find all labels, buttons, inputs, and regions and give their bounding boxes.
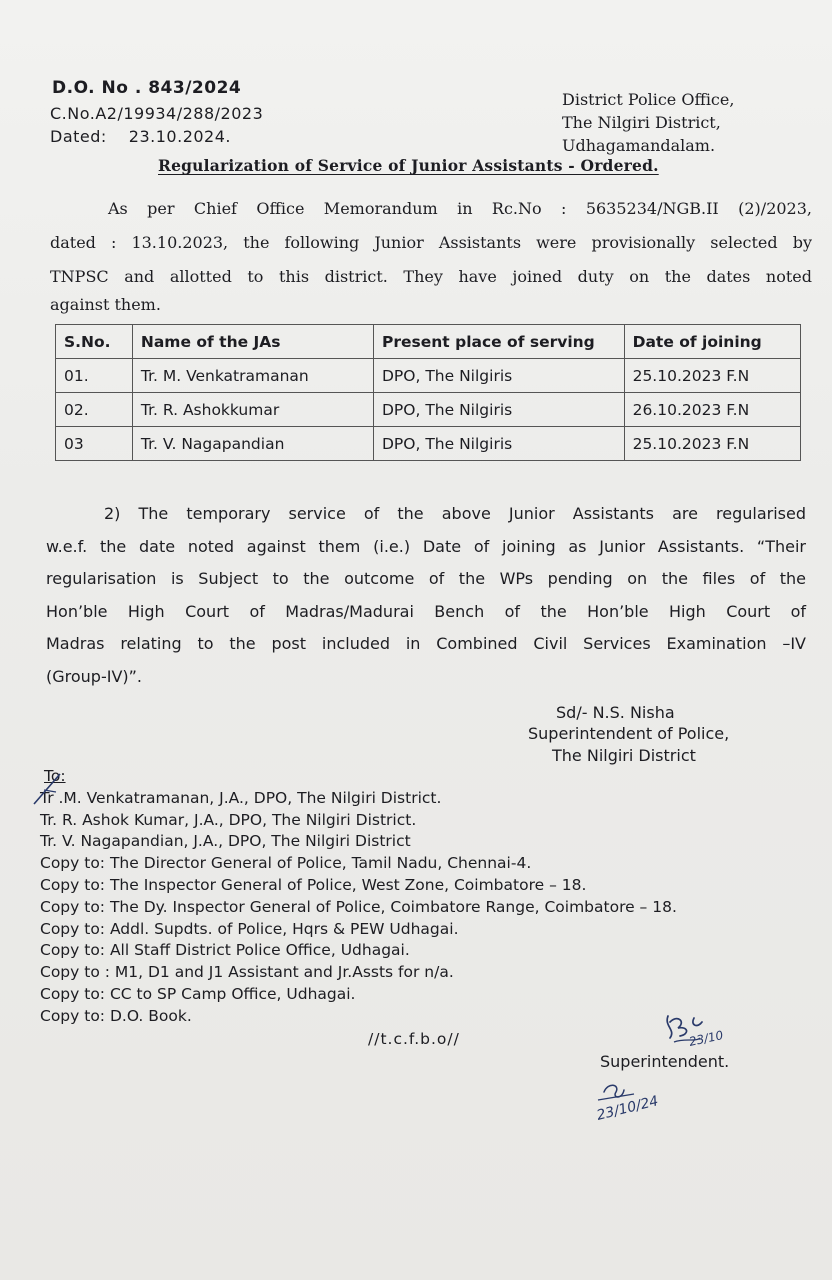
recipient-line: Tr. V. Nagapandian, J.A., DPO, The Nilgiri District [40,832,411,851]
cell-date: 25.10.2023 F.N [624,359,800,393]
paragraph-2-line: Madras relating to the post included in Combined Civil Services Examination –IV [46,634,806,653]
recipient-line: Tr .M. Venkatramanan, J.A., DPO, The Nilgiri District. [40,788,442,807]
office-address-line-1: District Police Office, [562,90,735,109]
do-number: D.O. No . 843/2024 [52,78,242,98]
table-row [56,393,801,427]
header-date: Date of joining [624,325,800,359]
cell-name: Tr. V. Nagapandian [132,427,373,461]
cell-place: DPO, The Nilgiris [374,359,625,393]
c-number: C.No.A2/19934/288/2023 [50,104,264,123]
paragraph-2-line: Hon’ble High Court of Madras/Madurai Bench of the Hon’ble High Court of [46,601,806,621]
signature-name: Sd/- N.S. Nisha [556,703,675,722]
paragraph-2-line: w.e.f. the date noted against them (i.e.) Date of joining as Junior Assistants. “Their [46,536,806,556]
cell-date: 25.10.2023 F.N [624,427,800,461]
paragraph-1-line: TNPSC and allotted to this district. They have joined duty on the dates noted [50,267,812,286]
paragraph-1-line: against them. [50,295,161,314]
paragraph-2-line: regularisation is Subject to the outcome of the WPs pending on the files of the [46,569,806,588]
header-name: Name of the JAs [132,325,373,359]
handwritten-date-1: 23/10 [687,1028,725,1049]
table-row [56,359,801,393]
table-header-row [56,325,801,359]
dated-value: 23.10.2024. [128,127,231,146]
signature-district: The Nilgiri District [552,746,696,765]
dated-line [50,127,231,146]
recipients-list [40,766,677,1028]
handwritten-date-2: 23/10/24 [595,1093,660,1124]
copy-to-line: Copy to: The Dy. Inspector General of Police, Coimbatore Range, Coimbatore – 18. [40,897,677,916]
copy-to-line: Copy to: The Inspector General of Police, West Zone, Coimbatore – 18. [40,875,587,894]
office-address-line-2: The Nilgiri District, [562,113,721,132]
cell-name: Tr. M. Venkatramanan [132,359,373,393]
cell-name: Tr. R. Ashokkumar [132,393,373,427]
cell-place: DPO, The Nilgiris [374,427,625,461]
table-row [56,427,801,461]
cell-sno: 01. [56,359,133,393]
copy-to-line: Copy to: Addl. Supdts. of Police, Hqrs & PEW Udhagai. [40,919,459,938]
header-sno: S.No. [56,325,133,359]
superintendent-label: Superintendent. [600,1052,730,1071]
paragraph-2-line: 2) The temporary service of the above Junior Assistants are regularised [104,504,806,523]
handwritten-initial-signature [660,1008,740,1054]
paragraph-1 [50,192,812,316]
cell-sno: 02. [56,393,133,427]
copy-to-line: Copy to: The Director General of Police, Tamil Nadu, Chennai-4. [40,854,532,873]
office-address-line-3: Udhagamandalam. [562,136,716,155]
cell-place: DPO, The Nilgiris [374,393,625,427]
cell-sno: 03 [56,427,133,461]
paragraph-1-line: dated : 13.10.2023, the following Junior Assistants were provisionally selected by [50,233,812,252]
copy-to-line: Copy to: D.O. Book. [40,1006,192,1025]
copy-to-line: Copy to: All Staff District Police Office, Udhagai. [40,941,410,960]
pen-tick-mark [30,770,70,810]
copy-to-line: Copy to : M1, D1 and J1 Assistant and Jr.Assts for n/a. [40,963,454,982]
signature-designation: Superintendent of Police, [528,724,730,743]
to-label: To: [44,767,66,785]
paragraph-2 [46,498,806,693]
dated-label: Dated: [50,127,107,146]
subject-heading: Regularization of Service of Junior Assistants - Ordered. [158,156,659,175]
copy-to-line: Copy to: CC to SP Camp Office, Udhagai. [40,984,356,1003]
paragraph-1-line: As per Chief Office Memorandum in Rc.No : 5635234/NGB.II (2)/2023, [108,199,812,218]
cell-date: 26.10.2023 F.N [624,393,800,427]
header-place: Present place of serving [374,325,625,359]
tcfbo-mark: //t.c.f.b.o// [368,1030,460,1048]
paragraph-2-line: (Group-IV)”. [46,666,143,686]
handwritten-initial-signature-2 [594,1076,684,1132]
recipient-line: Tr. R. Ashok Kumar, J.A., DPO, The Nilgiri District. [40,810,417,829]
junior-assistants-table [55,324,801,461]
